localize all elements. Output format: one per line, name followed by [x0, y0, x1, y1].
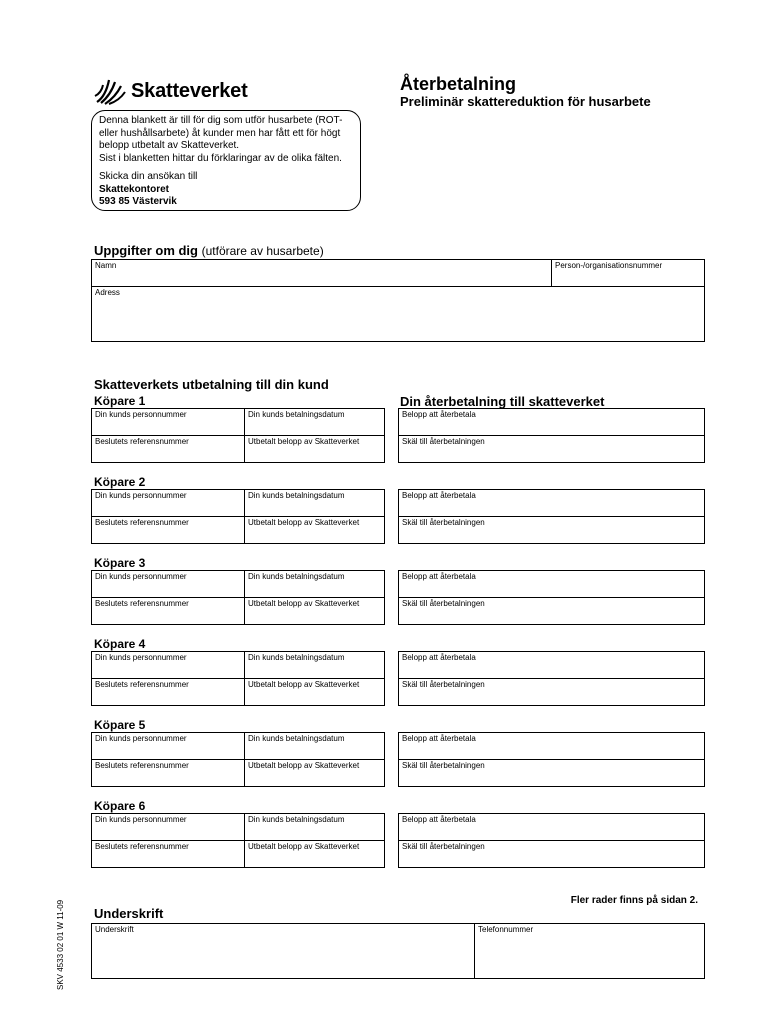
buyer-repayment-grid — [398, 408, 705, 463]
repay-reason-label: Skäl till återbetalningen — [402, 437, 485, 446]
payment-date-field[interactable] — [245, 652, 384, 679]
buyer-heading: Köpare 2 — [94, 475, 146, 489]
repay-reason-label: Skäl till återbetalningen — [402, 842, 485, 851]
form-code: SKV 4533 02 01 W 11-09 — [56, 899, 65, 990]
payment-date-field[interactable] — [245, 490, 384, 517]
office-name: Skattekontoret — [99, 183, 170, 195]
buyer-repayment-grid — [398, 813, 705, 868]
paid-amount-label: Utbetalt belopp av Skatteverket — [248, 842, 360, 851]
repay-amount-label: Belopp att återbetala — [402, 734, 476, 743]
signature-section-heading: Underskrift — [94, 906, 164, 921]
repay-amount-label: Belopp att återbetala — [402, 410, 476, 419]
personal-heading-text: Uppgifter om dig — [94, 243, 198, 258]
buyer-heading: Köpare 1 — [94, 394, 146, 408]
personal-section-heading — [94, 243, 324, 258]
buyer-payment-grid — [91, 813, 385, 868]
signature-field[interactable] — [92, 924, 475, 978]
buyer-payment-grid — [91, 732, 385, 787]
customer-id-label: Din kunds personnummer — [95, 653, 187, 662]
paid-amount-field[interactable] — [245, 760, 384, 786]
name-field[interactable] — [92, 260, 552, 287]
repay-amount-field[interactable] — [399, 571, 704, 598]
repay-amount-label: Belopp att återbetala — [402, 815, 476, 824]
customer-id-field[interactable] — [92, 652, 245, 679]
id-number-label: Person-/organisationsnummer — [555, 261, 663, 270]
skatteverket-logo — [93, 74, 263, 108]
reference-number-field[interactable] — [92, 517, 245, 543]
payment-date-label: Din kunds betalningsdatum — [248, 572, 345, 581]
repayment-section-heading: Din återbetalning till skatteverket — [400, 394, 605, 409]
buyer-heading: Köpare 3 — [94, 556, 146, 570]
paid-amount-field[interactable] — [245, 517, 384, 543]
paid-amount-label: Utbetalt belopp av Skatteverket — [248, 437, 360, 446]
personal-heading-note: (utförare av husarbete) — [201, 244, 324, 258]
reference-number-field[interactable] — [92, 841, 245, 867]
paid-amount-field[interactable] — [245, 436, 384, 462]
repay-reason-label: Skäl till återbetalningen — [402, 518, 485, 527]
office-address: 593 85 Västervik — [99, 196, 177, 207]
repay-amount-label: Belopp att återbetala — [402, 491, 476, 500]
repay-amount-field[interactable] — [399, 733, 704, 760]
customer-id-label: Din kunds personnummer — [95, 491, 187, 500]
phone-field[interactable] — [475, 924, 704, 978]
repay-amount-label: Belopp att återbetala — [402, 653, 476, 662]
buyer-heading: Köpare 4 — [94, 637, 146, 651]
skatteverket-emblem-icon — [93, 76, 127, 106]
paid-amount-label: Utbetalt belopp av Skatteverket — [248, 599, 360, 608]
instruction-box — [91, 110, 361, 211]
buyer-repayment-grid — [398, 732, 705, 787]
payment-date-field[interactable] — [245, 571, 384, 598]
signature-label: Underskrift — [95, 925, 134, 934]
personal-info-grid — [91, 259, 705, 342]
id-number-field[interactable] — [552, 260, 704, 287]
customer-id-label: Din kunds personnummer — [95, 815, 187, 824]
payment-date-label: Din kunds betalningsdatum — [248, 653, 345, 662]
signature-grid — [91, 923, 705, 979]
customer-id-label: Din kunds personnummer — [95, 734, 187, 743]
customer-id-field[interactable] — [92, 490, 245, 517]
buyer-heading: Köpare 5 — [94, 718, 146, 732]
reference-number-label: Beslutets referensnummer — [95, 680, 189, 689]
customer-id-label: Din kunds personnummer — [95, 410, 187, 419]
customer-id-field[interactable] — [92, 733, 245, 760]
document-subtitle: Preliminär skattereduktion för husarbete — [400, 94, 651, 109]
reference-number-label: Beslutets referensnummer — [95, 599, 189, 608]
buyer-payment-grid — [91, 651, 385, 706]
reference-number-field[interactable] — [92, 598, 245, 624]
payment-date-label: Din kunds betalningsdatum — [248, 815, 345, 824]
repay-amount-field[interactable] — [399, 409, 704, 436]
customer-id-field[interactable] — [92, 409, 245, 436]
reference-number-field[interactable] — [92, 436, 245, 462]
instruction-line: Sist i blanketten hittar du förklaringar av de olika fälten. — [99, 152, 342, 164]
buyer-heading: Köpare 6 — [94, 799, 146, 813]
repay-reason-field[interactable] — [399, 841, 704, 867]
repay-reason-field[interactable] — [399, 598, 704, 624]
repay-amount-label: Belopp att återbetala — [402, 572, 476, 581]
buyer-payment-grid — [91, 408, 385, 463]
paid-amount-field[interactable] — [245, 841, 384, 867]
reference-number-field[interactable] — [92, 760, 245, 786]
paid-amount-field[interactable] — [245, 598, 384, 624]
repay-reason-label: Skäl till återbetalningen — [402, 680, 485, 689]
logo-wordmark: Skatteverket — [131, 79, 248, 102]
payment-section-heading: Skatteverkets utbetalning till din kund — [94, 377, 329, 392]
repay-reason-field[interactable] — [399, 517, 704, 543]
buyer-repayment-grid — [398, 570, 705, 625]
customer-id-field[interactable] — [92, 571, 245, 598]
payment-date-field[interactable] — [245, 814, 384, 841]
repay-amount-field[interactable] — [399, 652, 704, 679]
repay-amount-field[interactable] — [399, 814, 704, 841]
more-rows-note: Fler rader finns på sidan 2. — [570, 895, 698, 906]
reference-number-field[interactable] — [92, 679, 245, 705]
payment-date-field[interactable] — [245, 409, 384, 436]
repay-reason-field[interactable] — [399, 436, 704, 462]
buyer-repayment-grid — [398, 489, 705, 544]
paid-amount-label: Utbetalt belopp av Skatteverket — [248, 680, 360, 689]
send-to-text: Skicka din ansökan till — [99, 171, 198, 182]
document-title: Återbetalning — [400, 74, 517, 94]
buyer-payment-grid — [91, 489, 385, 544]
buyer-payment-grid — [91, 570, 385, 625]
instruction-line: Denna blankett är till för dig som utför husarbete (ROT- — [99, 115, 343, 126]
instruction-line: eller hushållsarbete) åt kunder men har fått ett för högt — [99, 127, 341, 139]
paid-amount-field[interactable] — [245, 679, 384, 705]
repay-reason-field[interactable] — [399, 679, 704, 705]
repay-amount-field[interactable] — [399, 490, 704, 517]
reference-number-label: Beslutets referensnummer — [95, 518, 189, 527]
payment-date-label: Din kunds betalningsdatum — [248, 410, 345, 419]
customer-id-field[interactable] — [92, 814, 245, 841]
reference-number-label: Beslutets referensnummer — [95, 842, 189, 851]
paid-amount-label: Utbetalt belopp av Skatteverket — [248, 518, 360, 527]
repay-reason-label: Skäl till återbetalningen — [402, 761, 485, 770]
phone-label: Telefonnummer — [478, 925, 534, 934]
payment-date-label: Din kunds betalningsdatum — [248, 491, 345, 500]
address-field[interactable] — [92, 287, 704, 341]
repay-reason-label: Skäl till återbetalningen — [402, 599, 485, 608]
payment-date-field[interactable] — [245, 733, 384, 760]
reference-number-label: Beslutets referensnummer — [95, 761, 189, 770]
address-label: Adress — [95, 288, 120, 297]
name-label: Namn — [95, 261, 117, 270]
reference-number-label: Beslutets referensnummer — [95, 437, 189, 446]
payment-date-label: Din kunds betalningsdatum — [248, 734, 345, 743]
paid-amount-label: Utbetalt belopp av Skatteverket — [248, 761, 360, 770]
instruction-line: belopp utbetalt av Skatteverket. — [99, 140, 240, 151]
buyer-repayment-grid — [398, 651, 705, 706]
customer-id-label: Din kunds personnummer — [95, 572, 187, 581]
repay-reason-field[interactable] — [399, 760, 704, 786]
